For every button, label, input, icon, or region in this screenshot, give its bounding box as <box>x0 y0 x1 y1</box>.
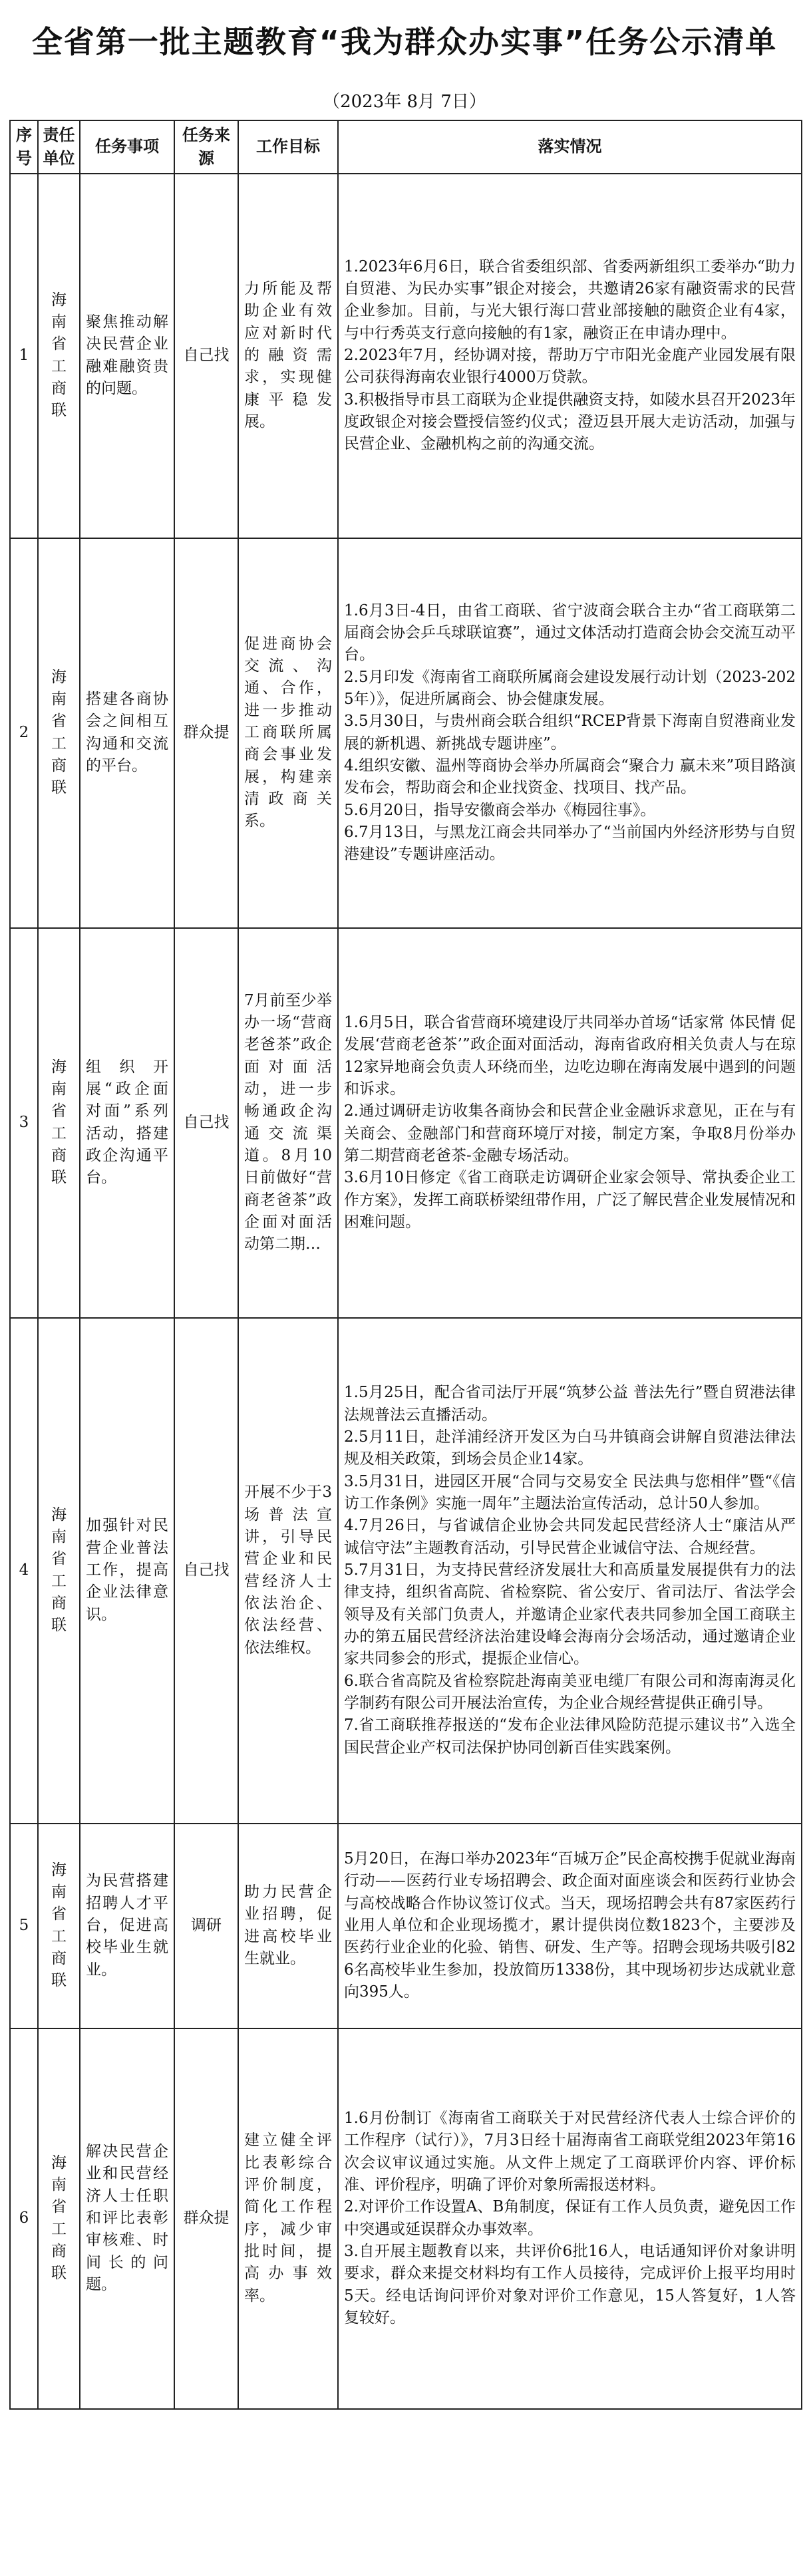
header-goal: 工作目标 <box>238 120 338 174</box>
implementation-details <box>338 1824 802 2028</box>
detail-item: 2.5月11日，赴洋浦经济开发区为白马井镇商会讲解自贸港法律法规及相关政策，到场会员企业14家。 <box>344 1428 796 1468</box>
detail-item: 3.积极指导市县工商联为企业提供融资支持，如陵水县召开2023年度政银企对接会暨授信签约仪式；澄迈县开展大走访活动，加强与民营企业、金融机构之前的沟通交流。 <box>344 391 796 453</box>
detail-item: 1.6月份制订《海南省工商联关于对民营经济代表人士综合评价的工作程序（试行）》，7月3日经十届海南省工商联党组2023年第16次会议审议通过实施。从文件上规定了工商联评价内容、评价标准、评价程序，明确了评价对象所需报送材料。 <box>344 2109 796 2193</box>
detail-item: 3.6月10日修定《省工商联走访调研企业家会领导、常执委企业工作方案》，发挥工商联桥梁纽带作用，广泛了解民营企业发展情况和困难问题。 <box>344 1169 796 1231</box>
task-item: 为民营搭建招聘人才平台，促进高校毕业生就业。 <box>80 1824 174 2028</box>
work-goal: 助力民营企业招聘，促进高校毕业生就业。 <box>238 1824 338 2028</box>
detail-item: 3.5月31日，进园区开展“合同与交易安全 民法典与您相伴”暨“《信访工作条例》实施一周年”主题法治宣传活动，总计50人参加。 <box>344 1472 796 1512</box>
detail-item: 5.7月31日，为支持民营经济发展壮大和高质量发展提供有力的法律支持，组织省高院、省检察院、省公安厅、省司法厅、省法学会领导及有关部门负责人，并邀请企业家代表共同参加全国工商联主办的第五届民营经济法治建设峰会海南分会场活动，通过邀请企业家共同参会的形式，提振企业信心。 <box>344 1561 796 1668</box>
table-row <box>10 2028 802 2409</box>
row-number: 4 <box>10 1318 38 1824</box>
table-row <box>10 928 802 1318</box>
task-item: 聚焦推动解决民营企业融难融资贵的问题。 <box>80 174 174 538</box>
header-unit: 责任单位 <box>38 120 80 174</box>
task-table <box>9 120 802 2410</box>
table-row <box>10 1824 802 2028</box>
responsible-unit: 海南省工商联 <box>38 928 80 1318</box>
work-goal: 力所能及帮助企业有效应对新时代的融资需求，实现健康平稳发展。 <box>238 174 338 538</box>
table-row <box>10 538 802 928</box>
detail-item: 1.6月3日-4日，由省工商联、省宁波商会联合主办“省工商联第二届商会协会乒乓球联谊赛”，通过文体活动打造商会协会交流互动平台。 <box>344 601 796 664</box>
page-title: 全省第一批主题教育“我为群众办实事”任务公示清单 <box>31 24 778 60</box>
detail-item: 2.2023年7月，经协调对接，帮助万宁市阳光金鹿产业园发展有限公司获得海南农业银行4000万贷款。 <box>344 346 796 387</box>
publish-date: （2023年 8月 7日） <box>323 91 486 112</box>
implementation-details <box>338 538 802 928</box>
responsible-unit: 海南省工商联 <box>38 1318 80 1824</box>
detail-item: 5月20日，在海口举办2023年“百城万企”民企高校携手促就业海南行动——医药行业专场招聘会、政企面对面座谈会和医药行业协会与高校战略合作协议签订仪式。当天，现场招聘会共有87家医药行业用人单位和企业现场揽才，累计提供岗位数1823个，主要涉及医药行业企业的化验、销售、研发、生产等。招聘会现场共吸引826名高校毕业生参加，投放简历1338份，其中现场初步达成就业意向395人。 <box>344 1850 796 2001</box>
implementation-details <box>338 1318 802 1824</box>
detail-item: 2.通过调研走访收集各商协会和民营企业金融诉求意见，正在与有关商会、金融部门和营商环境厅对接，制定方案，争取8月份举办第二期营商老爸茶-金融专场活动。 <box>344 1102 796 1164</box>
work-goal: 促进商协会交流、沟通、合作，进一步推动工商联所属商会事业发展，构建亲清政商关系。 <box>238 538 338 928</box>
row-number: 5 <box>10 1824 38 2028</box>
detail-item: 1.6月5日，联合省营商环境建设厅共同举办首场“话家常 体民情 促发展‘营商老爸茶’”政企面对面活动，海南省政府相关负责人与在琼12家异地商会负责人环绕而坐，边吃边聊在海南发展中遇到的问题和诉求。 <box>344 1013 796 1098</box>
header-details: 落实情况 <box>338 120 802 174</box>
detail-item: 5.6月20日，指导安徽商会举办《梅园往事》。 <box>344 801 656 819</box>
task-source: 群众提 <box>174 2028 238 2409</box>
implementation-details <box>338 174 802 538</box>
implementation-details <box>338 928 802 1318</box>
task-source: 自己找 <box>174 174 238 538</box>
implementation-details <box>338 2028 802 2409</box>
work-goal: 开展不少于3场普法宣讲，引导民营企业和民营经济人士依法治企、依法经营、依法维权。 <box>238 1318 338 1824</box>
header-task: 任务事项 <box>80 120 174 174</box>
detail-item: 6.7月13日，与黑龙江商会共同举办了“当前国内外经济形势与自贸港建设”专题讲座活动。 <box>344 823 796 864</box>
task-item: 组织开展“政企面对面”系列活动，搭建政企沟通平台。 <box>80 928 174 1318</box>
table-row <box>10 1318 802 1824</box>
responsible-unit: 海南省工商联 <box>38 2028 80 2409</box>
row-number: 2 <box>10 538 38 928</box>
work-goal: 7月前至少举办一场“营商老爸茶”政企面对面活动，进一步畅通政企沟通交流渠道。8月10日前做好“营商老爸茶”政企面对面活动第二期… <box>238 928 338 1318</box>
task-item: 解决民营企业和民营经济人士任职和评比表彰审核难、时间长的问题。 <box>80 2028 174 2409</box>
task-source: 调研 <box>174 1824 238 2028</box>
detail-item: 3.5月30日，与贵州商会联合组织“RCEP背景下海南自贸港商业发展的新机遇、新挑战专题讲座”。 <box>344 713 796 752</box>
detail-item: 2.5月印发《海南省工商联所属商会建设发展行动计划（2023-2025年）》，促进所属商会、协会健康发展。 <box>344 668 796 708</box>
detail-item: 2.对评价工作设置A、B角制度，保证有工作人员负责，避免因工作中突遇或延误群众办事效率。 <box>344 2198 796 2238</box>
task-source: 群众提 <box>174 538 238 928</box>
detail-item: 3.自开展主题教育以来，共评价6批16人，电话通知评价对象讲明要求，群众来提交材料均有工作人员接待，完成评价上报平均用时5天。经电话询问评价对象对评价工作意见，15人答复好，1人答复较好。 <box>344 2242 796 2327</box>
task-source: 自己找 <box>174 1318 238 1824</box>
detail-item: 4.组织安徽、温州等商协会举办所属商会“聚合力 赢未来”项目路演发布会，帮助商会和企业找资金、找项目、找产品。 <box>344 756 796 797</box>
task-item: 搭建各商协会之间相互沟通和交流的平台。 <box>80 538 174 928</box>
header-source: 任务来源 <box>174 120 238 174</box>
header-no: 序号 <box>10 120 38 174</box>
row-number: 1 <box>10 174 38 538</box>
row-number: 3 <box>10 928 38 1318</box>
table-header-row <box>10 120 802 174</box>
responsible-unit: 海南省工商联 <box>38 538 80 928</box>
work-goal: 建立健全评比表彰综合评价制度，简化工作程序，减少审批时间，提高办事效率。 <box>238 2028 338 2409</box>
detail-item: 6.联合省高院及省检察院赴海南美亚电缆厂有限公司和海南海灵化学制药有限公司开展法治宣传，为企业合规经营提供正确引导。 <box>344 1672 796 1712</box>
detail-item: 1.5月25日，配合省司法厅开展“筑梦公益 普法先行”暨自贸港法律法规普法云直播活动。 <box>344 1384 796 1424</box>
row-number: 6 <box>10 2028 38 2409</box>
responsible-unit: 海南省工商联 <box>38 174 80 538</box>
task-source: 自己找 <box>174 928 238 1318</box>
detail-item: 1.2023年6月6日，联合省委组织部、省委两新组织工委举办“助力自贸港、为民办实事”银企对接会，共邀请26家有融资需求的民营企业参加。目前，与光大银行海口营业部接触的融资企业有4家，与中行秀英支行意向接触的有1家，融资正在申请办理中。 <box>344 257 796 342</box>
task-item: 加强针对民营企业普法工作，提高企业法律意识。 <box>80 1318 174 1824</box>
responsible-unit: 海南省工商联 <box>38 1824 80 2028</box>
detail-item: 4.7月26日，与省诚信企业协会共同发起民营经济人士“廉洁从严 诚信守法”主题教育活动，引导民营企业诚信守法、合规经营。 <box>344 1517 796 1557</box>
detail-item: 7.省工商联推荐报送的“发布企业法律风险防范提示建议书”入选全国民营企业产权司法保护协同创新百佳实践案例。 <box>344 1716 796 1756</box>
table-row <box>10 174 802 538</box>
